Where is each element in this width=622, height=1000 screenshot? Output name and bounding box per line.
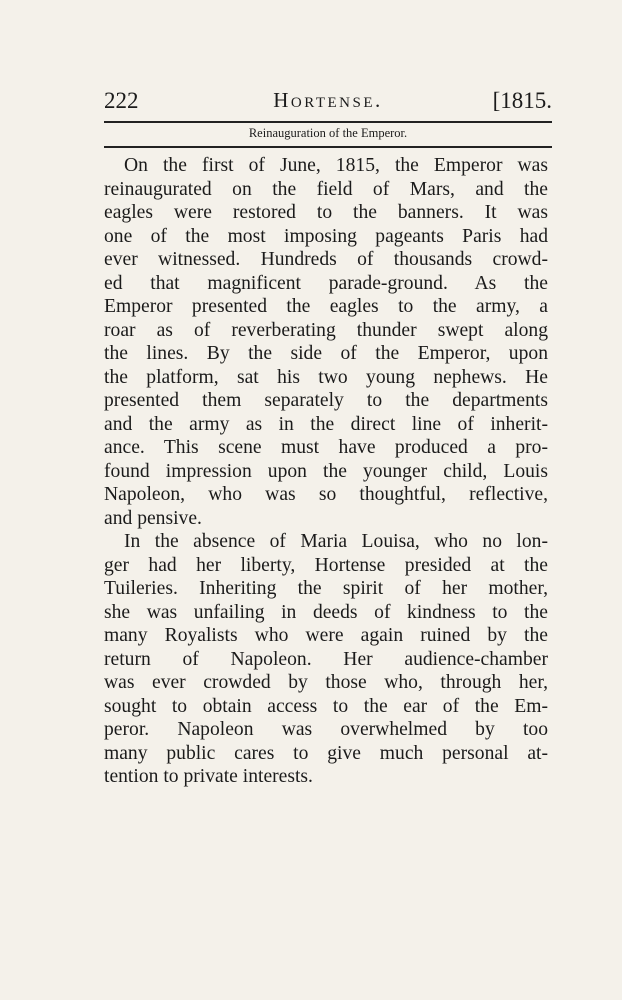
text-line: In the absence of Maria Louisa, who no lon- bbox=[124, 531, 548, 552]
text-line: the platform, sat his two young nephews. He bbox=[104, 366, 548, 388]
text-line: Emperor presented the eagles to the army, a bbox=[104, 296, 548, 317]
text-line: many public cares to give much personal at- bbox=[104, 742, 548, 764]
text-line: ed that magnificent parade-ground. As the bbox=[104, 272, 548, 294]
text-line: and the army as in the direct line of inherit- bbox=[104, 413, 548, 435]
text-line: and pensive. bbox=[104, 507, 202, 529]
text-line: sought to obtain access to the ear of the Em- bbox=[104, 695, 548, 717]
body-text bbox=[104, 154, 548, 789]
header-rule bbox=[104, 121, 552, 123]
text-line: tention to private interests. bbox=[104, 766, 313, 787]
text-line: ger had her liberty, Hortense presided at the bbox=[104, 554, 548, 576]
text-line: ance. This scene must have produced a pro- bbox=[104, 437, 548, 458]
section-heading: Reinauguration of the Emperor. bbox=[248, 126, 408, 140]
text-line: she was unfailing in deeds of kindness to the bbox=[104, 601, 548, 623]
text-line: the lines. By the side of the Emperor, upon bbox=[104, 343, 548, 364]
text-line: return of Napoleon. Her audience-chamber bbox=[104, 648, 548, 670]
text-line: one of the most imposing pageants Paris had bbox=[104, 225, 548, 247]
text-line: Napoleon, who was so thoughtful, reflective, bbox=[104, 484, 548, 505]
text-line: found impression upon the younger child, Louis bbox=[104, 460, 548, 482]
section-rule bbox=[104, 146, 552, 148]
running-title: Hortense. bbox=[273, 88, 383, 112]
running-head bbox=[104, 88, 552, 120]
text-line: Tuileries. Inheriting the spirit of her mother, bbox=[104, 578, 548, 599]
text-line: many Royalists who were again ruined by the bbox=[104, 625, 548, 646]
text-line: peror. Napoleon was overwhelmed by too bbox=[104, 719, 548, 740]
paragraph-2 bbox=[104, 530, 548, 789]
running-year: [1815. bbox=[492, 88, 552, 113]
text-line: presented them separately to the departments bbox=[104, 390, 548, 411]
text-line: reinaugurated on the field of Mars, and the bbox=[104, 178, 548, 200]
text-line: On the first of June, 1815, the Emperor was bbox=[124, 155, 548, 176]
text-line: roar as of reverberating thunder swept along bbox=[104, 319, 548, 341]
text-line: ever witnessed. Hundreds of thousands crowd- bbox=[104, 249, 548, 270]
page-number: 222 bbox=[104, 88, 139, 113]
text-line: eagles were restored to the banners. It was bbox=[104, 202, 548, 223]
paragraph-1 bbox=[104, 154, 548, 530]
text-line: was ever crowded by those who, through her, bbox=[104, 672, 548, 693]
